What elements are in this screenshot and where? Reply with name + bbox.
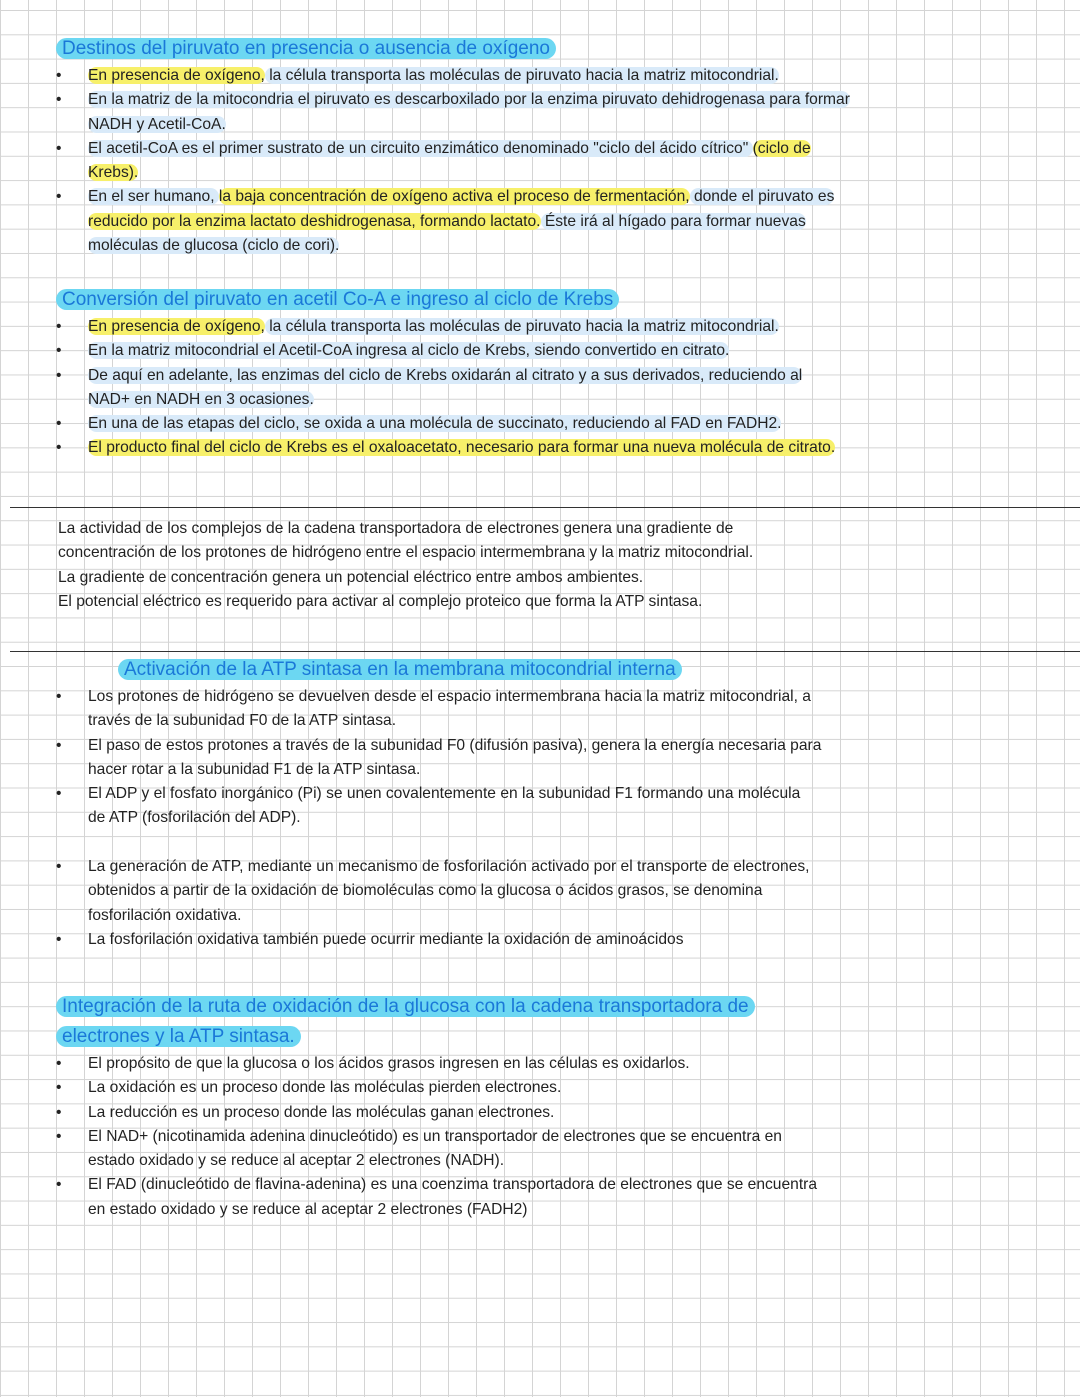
bullet-text: la célula transporta las moléculas de piruvato hacia la matriz mitocondrial. xyxy=(264,318,779,335)
bullet-text: El ADP y el fosfato inorgánico (Pi) se unen covalentemente en la subunidad F1 formando una molécula de ATP (fosforilación del ADP). xyxy=(88,785,801,827)
electron-chain-paragraph xyxy=(58,517,1068,614)
bullet-list xyxy=(56,315,1066,461)
bullet-text: En el ser humano, xyxy=(88,188,219,206)
highlighted-text: El producto final del ciclo de Krebs es el oxaloacetato, necesario para formar una nueva molécula de citrato. xyxy=(88,439,836,457)
bullet-item xyxy=(56,928,1066,952)
section xyxy=(56,34,1066,258)
bullet-text: La reducción es un proceso donde las moléculas ganan electrones. xyxy=(88,1103,555,1121)
bullet-item xyxy=(56,412,1066,436)
divider xyxy=(10,651,1080,652)
section-title xyxy=(56,655,1066,685)
bullet-item xyxy=(56,64,1066,88)
bullet-text: En la matriz de la mitocondria el piruvato es descarboxilado por la enzima piruvato dehidrogenasa para formar NADH y Acetil-CoA. xyxy=(88,91,850,133)
bullet-list xyxy=(56,1052,1066,1222)
bullet-item xyxy=(56,782,1066,831)
highlighted-text: la baja concentración de oxígeno activa el proceso de fermentación, xyxy=(218,188,690,206)
bullet-text: El FAD (dinucleótido de flavina-adenina) es una coenzima transportadora de electrones que se encuentra en estado oxidado y se reduce al aceptar 2 electrones (FADH2) xyxy=(88,1176,818,1218)
bullet-item xyxy=(56,436,1066,460)
section-title xyxy=(56,992,1066,1052)
bullet-item xyxy=(56,685,1066,734)
bullet-item xyxy=(56,315,1066,339)
bullet-text: Éste irá al hígado para formar nuevas moléculas de glucosa (ciclo de cori). xyxy=(88,212,806,255)
bullet-item xyxy=(56,339,1066,363)
section xyxy=(56,655,1066,952)
bullet-text: El acetil-CoA es el primer sustrato de un circuito enzimático denominado "ciclo del ácido cítrico" xyxy=(88,139,753,157)
bullet-list xyxy=(56,685,1066,952)
bullet-item xyxy=(56,1076,1066,1100)
section-title-text: Destinos del piruvato en presencia o ausencia de oxígeno xyxy=(56,38,556,59)
bullet-text: El propósito de que la glucosa o los ácidos grasos ingresen en las células es oxidarlos. xyxy=(88,1055,690,1072)
section-title xyxy=(56,34,1066,64)
highlighted-text: reducido por la enzima lactato deshidrogenasa, formando lactato. xyxy=(88,212,541,230)
section xyxy=(56,992,1066,1222)
bullet-text: La generación de ATP, mediante un mecanismo de fosforilación activado por el transporte de electrones, obtenidos a partir de la oxidación de biomoléculas como la glucosa o ácidos grasos, se denomina fosforilación oxidativa. xyxy=(88,858,810,924)
bullet-item xyxy=(56,364,1066,413)
section xyxy=(56,285,1066,461)
bullet-item xyxy=(56,1125,1066,1174)
section-title xyxy=(56,285,1066,315)
bullet-item xyxy=(56,734,1066,783)
bullet-item xyxy=(56,88,1066,137)
bullet-item xyxy=(56,1173,1066,1222)
bullet-text: Los protones de hidrógeno se devuelven desde el espacio intermembrana hacia la matriz mitocondrial, a través de la subunidad F0 de la ATP sintasa. xyxy=(88,688,811,730)
bullet-item xyxy=(56,855,1066,928)
bullet-text: El paso de estos protones a través de la subunidad F0 (difusión pasiva), genera la energía necesaria para hacer rotar a la subunidad F1 de la ATP sintasa. xyxy=(88,736,822,778)
bullet-item xyxy=(56,137,1066,186)
divider xyxy=(10,507,1080,508)
highlighted-text: En presencia de oxígeno, xyxy=(88,67,265,84)
highlighted-text: (ciclo de Krebs). xyxy=(88,139,811,182)
bullet-item xyxy=(56,185,1066,258)
bullet-item xyxy=(56,1052,1066,1076)
section-title-text: Conversión del piruvato en acetil Co-A e ingreso al ciclo de Krebs xyxy=(56,289,619,310)
paragraph-text: La actividad de los complejos de la cadena transportadora de electrones genera una gradiente de concentración de los protones de hidrógeno entre el espacio intermembrana y la matriz mitocondrial. La gradiente de concentración genera un potencial eléctrico entre ambos ambientes. El potencial eléctrico es requerido para activar al complejo proteico que forma la ATP sintasa. xyxy=(58,520,754,610)
bullet-item xyxy=(56,1101,1066,1125)
bullet-text: En una de las etapas del ciclo, se oxida a una molécula de succinato, reduciendo al FAD en FADH2. xyxy=(88,415,782,433)
section-title-text: Activación de la ATP sintasa en la membrana mitocondrial interna xyxy=(118,659,682,680)
bullet-text: La oxidación es un proceso donde las moléculas pierden electrones. xyxy=(88,1079,562,1097)
highlighted-text: En presencia de oxígeno, xyxy=(88,318,265,335)
bullet-text: donde el piruvato es xyxy=(690,188,835,205)
section-title-text: Integración de la ruta de oxidación de la glucosa con la cadena transportadora de electrones y la ATP sintasa. xyxy=(56,996,755,1047)
bullet-text: La fosforilación oxidativa también puede ocurrir mediante la oxidación de aminoácidos xyxy=(88,930,684,948)
bullet-list xyxy=(56,64,1066,258)
bullet-text: De aquí en adelante, las enzimas del ciclo de Krebs oxidarán al citrato y a sus derivados, reduciendo al NAD+ en NADH en 3 ocasiones. xyxy=(88,366,803,408)
bullet-text: la célula transporta las moléculas de piruvato hacia la matriz mitocondrial. xyxy=(264,67,779,84)
bullet-text: El NAD+ (nicotinamida adenina dinucleótido) es un transportador de electrones que se encuentra en estado oxidado y se reduce al aceptar 2 electrones (NADH). xyxy=(88,1127,782,1170)
bullet-text: En la matriz mitocondrial el Acetil-CoA ingresa al ciclo de Krebs, siendo convertido en citrato. xyxy=(88,342,730,360)
